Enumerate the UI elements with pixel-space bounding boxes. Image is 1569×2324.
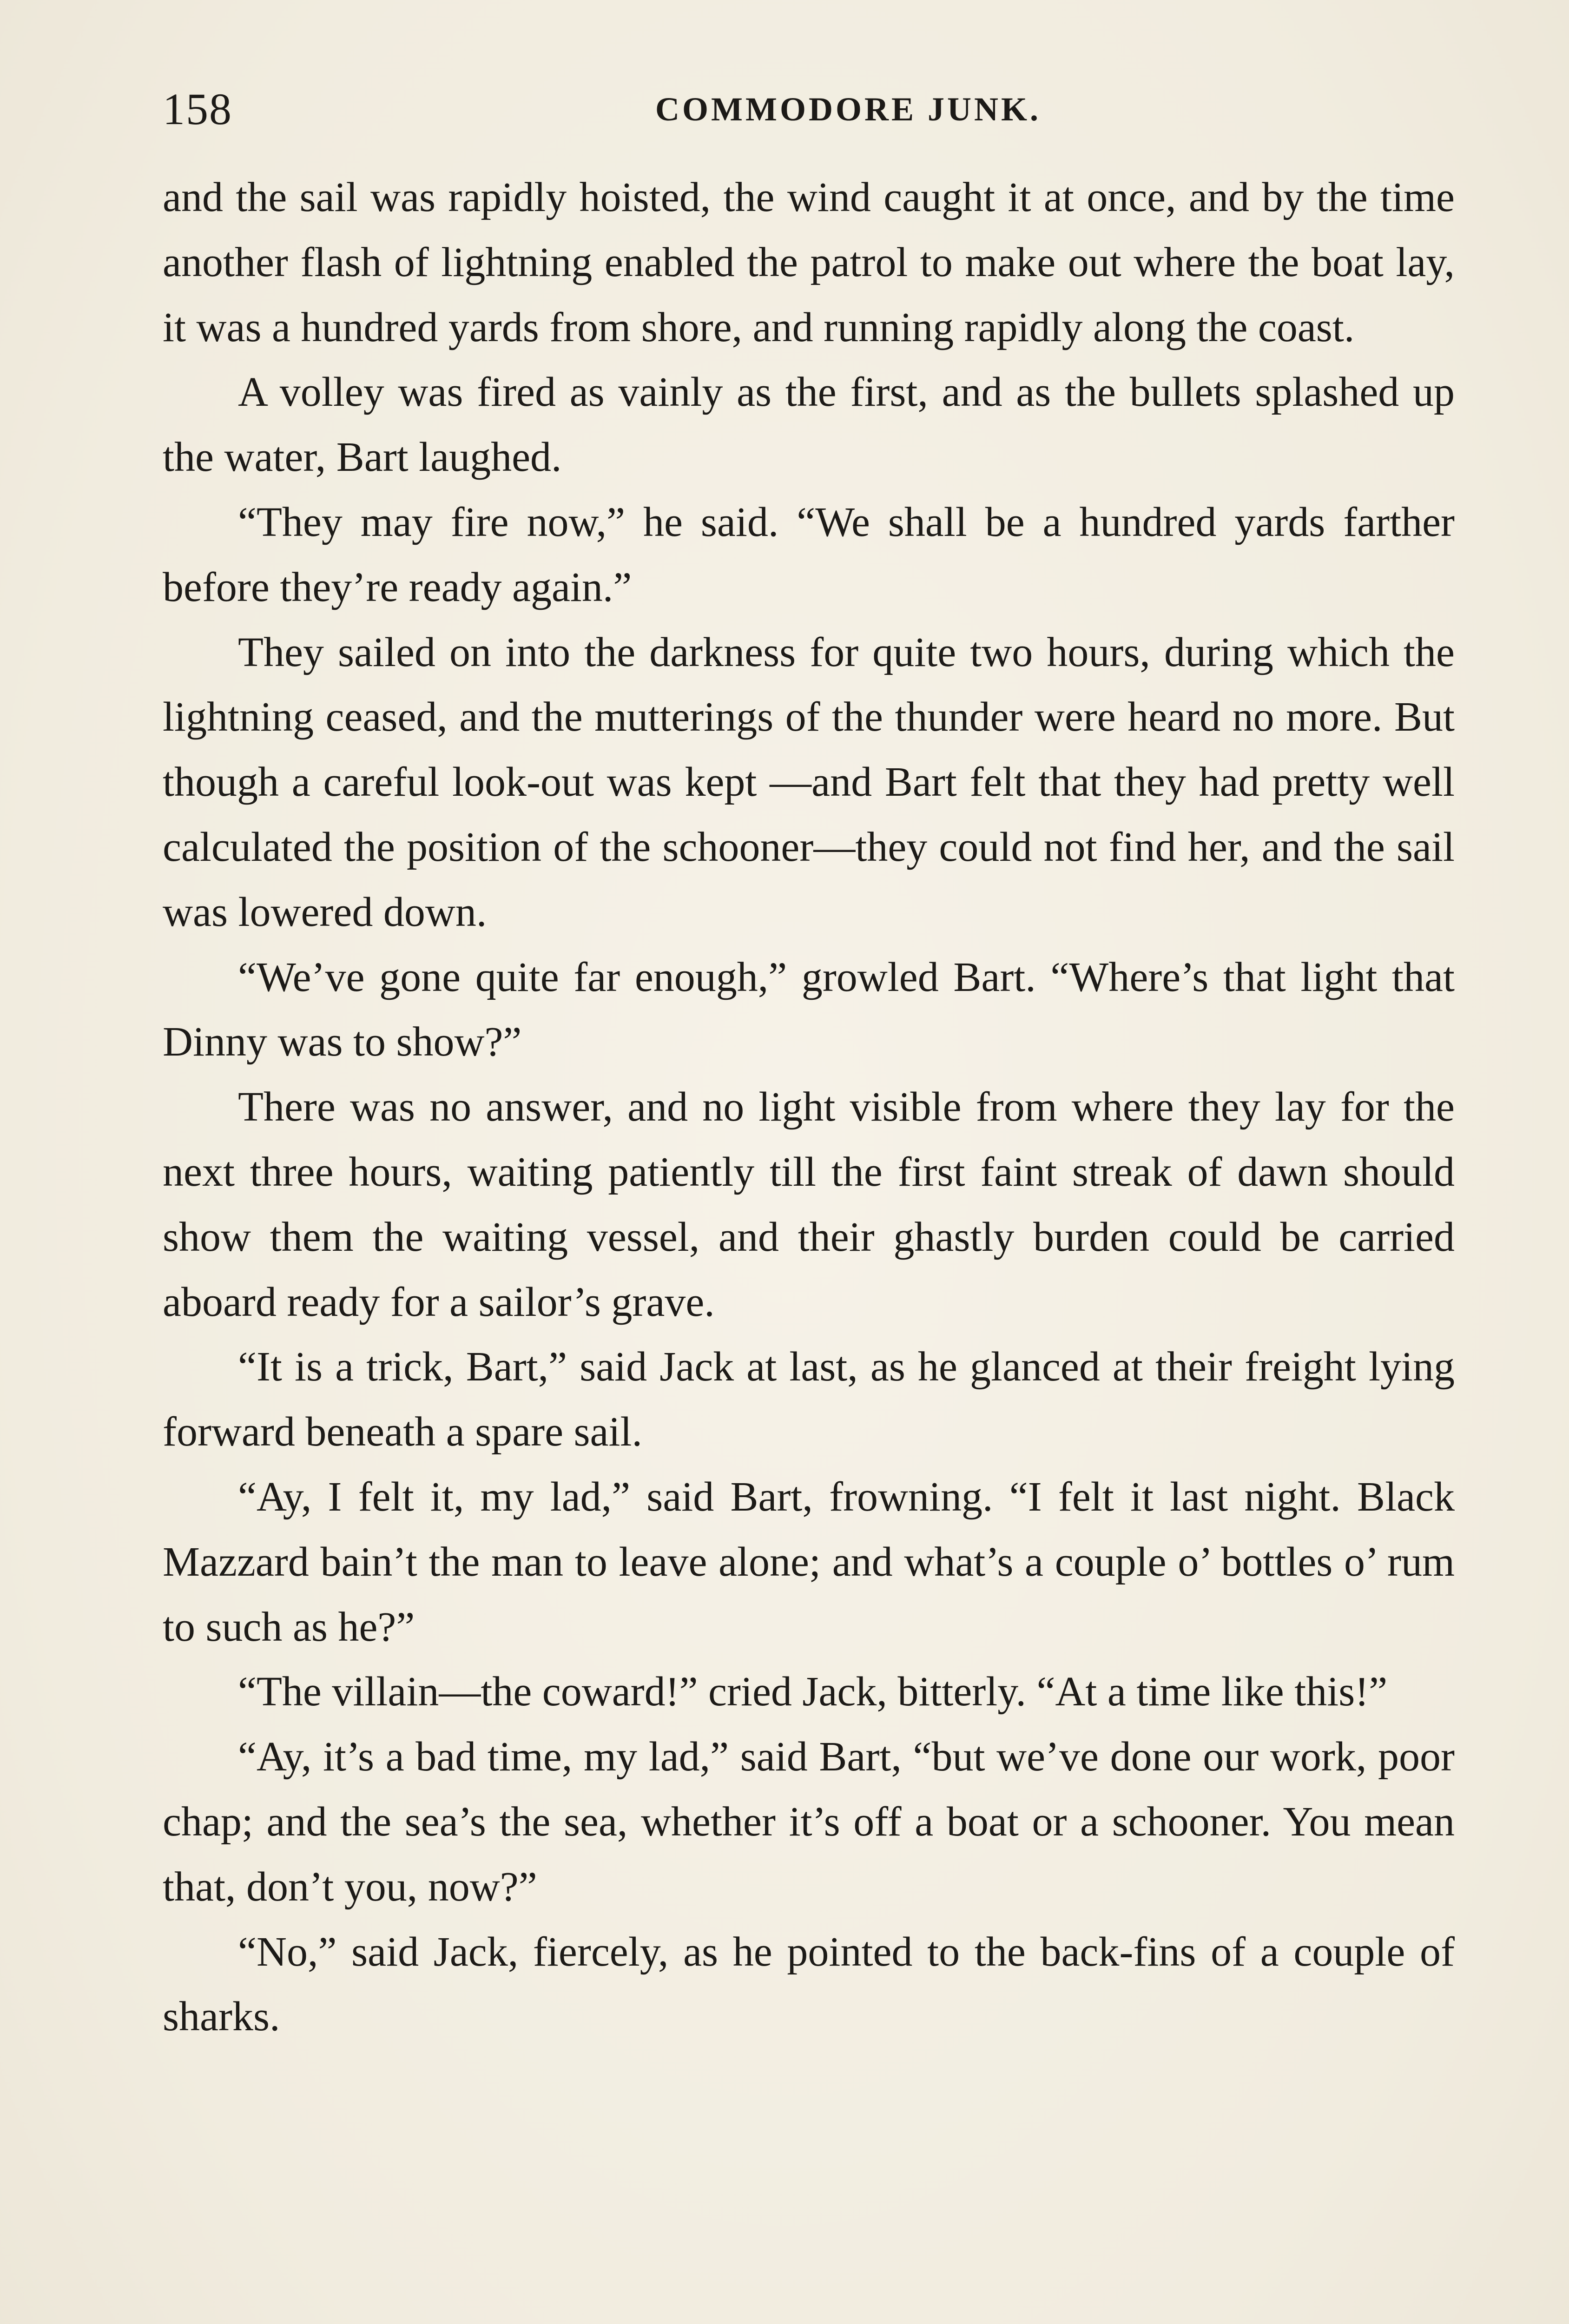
paragraph: They sailed on into the darkness for quite two hours, during which the lightning ceased, and the mutterings of the thunder were heard no more. But though a careful look-out was kept —and Bart felt that they had pretty well calculated the position of the schooner—they could not find her, and the sail was lowered down. [163,629,1455,935]
page-number: 158 [163,84,232,134]
paragraph: “We’ve gone quite far enough,” growled Bart. “Where’s that light that Dinny was to show?” [163,954,1455,1065]
paragraph: There was no answer, and no light visible from where they lay for the next three hours, waiting patiently till the first faint streak of dawn should show them the waiting vessel, and their ghastly burden could be carried aboard ready for a sailor’s grave. [163,1084,1455,1325]
paragraph: “No,” said Jack, fiercely, as he pointed to the back-fins of a couple of sharks. [163,1928,1455,2040]
paragraph: “The villain—the coward!” cried Jack, bitterly. “At a time like this!” [238,1669,1388,1715]
page-header [163,79,1455,139]
paragraph: “Ay, I felt it, my lad,” said Bart, frowning. “I felt it last night. Black Mazzard bain’t the man to leave alone; and what’s a couple o’ bottles o’ rum to such as he?” [163,1473,1455,1650]
paragraph: and the sail was rapidly hoisted, the wind caught it at once, and by the time another flash of lightning enabled the patrol to make out where the boat lay, it was a hundred yards from shore, and running rapidly along the coast. [163,174,1455,350]
paragraph: A volley was fired as vainly as the first, and as the bullets splashed up the water, Bart laughed. [163,369,1455,481]
paragraph: “It is a trick, Bart,” said Jack at last, as he glanced at their freight lying forward beneath a spare sail. [163,1344,1455,1455]
running-head-title: COMMODORE JUNK. [655,91,1041,128]
paragraph: “Ay, it’s a bad time, my lad,” said Bart, “but we’ve done our work, poor chap; and the sea’s the sea, whether it’s off a boat or a schooner. You mean that, don’t you, now?” [163,1734,1455,1910]
paragraph: “They may fire now,” he said. “We shall be a hundred yards farther before they’re ready again.” [163,499,1455,610]
body-text [163,165,1455,2049]
